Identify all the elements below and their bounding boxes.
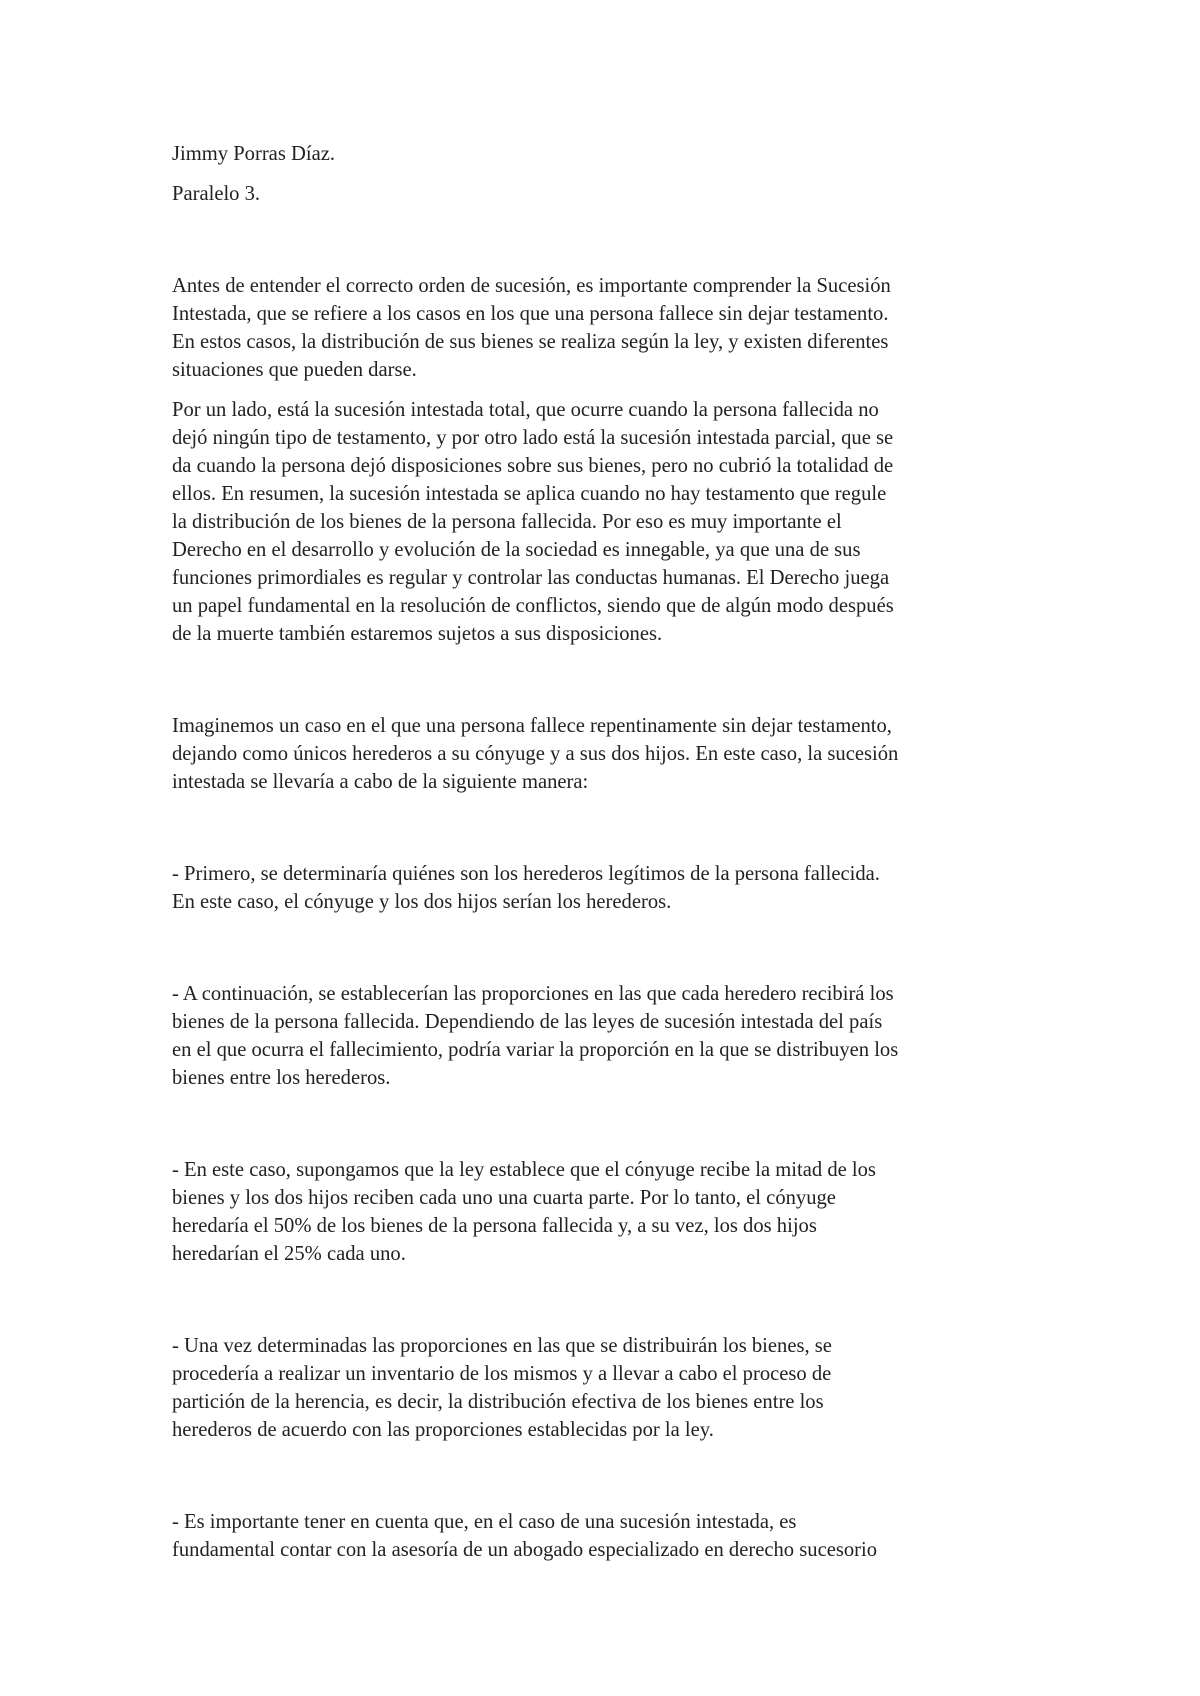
list-item-step-1 — [172, 860, 1032, 916]
paragraph-example — [172, 712, 1032, 796]
section-label: Paralelo 3. — [172, 183, 261, 205]
text-line: Por un lado, está la sucesión intestada total, que ocurre cuando la persona fallecida no — [172, 399, 879, 421]
text-line: heredaría el 50% de los bienes de la persona fallecida y, a su vez, los dos hijos — [172, 1215, 817, 1237]
text-line: intestada se llevaría a cabo de la siguiente manera: — [172, 771, 589, 793]
text-line: un papel fundamental en la resolución de conflictos, siendo que de algún modo después — [172, 595, 894, 617]
text-line: En estos casos, la distribución de sus bienes se realiza según la ley, y existen diferentes — [172, 331, 889, 353]
paragraph-intro — [172, 272, 1032, 384]
text-line: dejó ningún tipo de testamento, y por otro lado está la sucesión intestada parcial, que se — [172, 427, 894, 449]
text-line: En este caso, el cónyuge y los dos hijos serían los herederos. — [172, 891, 672, 913]
text-line: - Una vez determinadas las proporciones en las que se distribuirán los bienes, se — [172, 1335, 832, 1357]
text-line: Derecho en el desarrollo y evolución de la sociedad es innegable, ya que una de sus — [172, 539, 861, 561]
text-line: - En este caso, supongamos que la ley establece que el cónyuge recibe la mitad de los — [172, 1159, 876, 1181]
text-line: Intestada, que se refiere a los casos en los que una persona fallece sin dejar testamento. — [172, 303, 889, 325]
text-line: funciones primordiales es regular y controlar las conductas humanas. El Derecho juega — [172, 567, 890, 589]
text-line: heredarían el 25% cada uno. — [172, 1243, 406, 1265]
text-line: - Primero, se determinaría quiénes son los herederos legítimos de la persona fallecida. — [172, 863, 880, 885]
text-line: bienes entre los herederos. — [172, 1067, 391, 1089]
list-item-step-4 — [172, 1332, 1032, 1444]
text-line: Imaginemos un caso en el que una persona fallece repentinamente sin dejar testamento, — [172, 715, 892, 737]
text-line: da cuando la persona dejó disposiciones sobre sus bienes, pero no cubrió la totalidad de — [172, 455, 894, 477]
text-line: - A continuación, se establecerían las proporciones en las que cada heredero recibirá los — [172, 983, 894, 1005]
document-body — [172, 140, 1032, 1564]
list-item-step-5 — [172, 1508, 1032, 1564]
text-line: bienes de la persona fallecida. Dependiendo de las leyes de sucesión intestada del país — [172, 1011, 883, 1033]
text-line: dejando como únicos herederos a su cónyuge y a sus dos hijos. En este caso, la sucesión — [172, 743, 899, 765]
text-line: situaciones que pueden darse. — [172, 359, 417, 381]
list-item-step-3 — [172, 1156, 1032, 1268]
author-name: Jimmy Porras Díaz. — [172, 143, 336, 165]
paragraph-types — [172, 396, 1032, 648]
text-line: en el que ocurra el fallecimiento, podría variar la proporción en la que se distribuyen los — [172, 1039, 899, 1061]
text-line: fundamental contar con la asesoría de un abogado especializado en derecho sucesorio — [172, 1539, 878, 1561]
text-line: Antes de entender el correcto orden de sucesión, es importante comprender la Sucesión — [172, 275, 891, 297]
text-line: herederos de acuerdo con las proporciones establecidas por la ley. — [172, 1419, 714, 1441]
list-item-step-2 — [172, 980, 1032, 1092]
text-line: de la muerte también estaremos sujetos a sus disposiciones. — [172, 623, 663, 645]
text-line: partición de la herencia, es decir, la distribución efectiva de los bienes entre los — [172, 1391, 824, 1413]
text-line: procedería a realizar un inventario de los mismos y a llevar a cabo el proceso de — [172, 1363, 832, 1385]
text-line: bienes y los dos hijos reciben cada uno una cuarta parte. Por lo tanto, el cónyuge — [172, 1187, 836, 1209]
text-line: - Es importante tener en cuenta que, en el caso de una sucesión intestada, es — [172, 1511, 797, 1533]
text-line: la distribución de los bienes de la persona fallecida. Por eso es muy importante el — [172, 511, 842, 533]
text-line: ellos. En resumen, la sucesión intestada se aplica cuando no hay testamento que regule — [172, 483, 887, 505]
